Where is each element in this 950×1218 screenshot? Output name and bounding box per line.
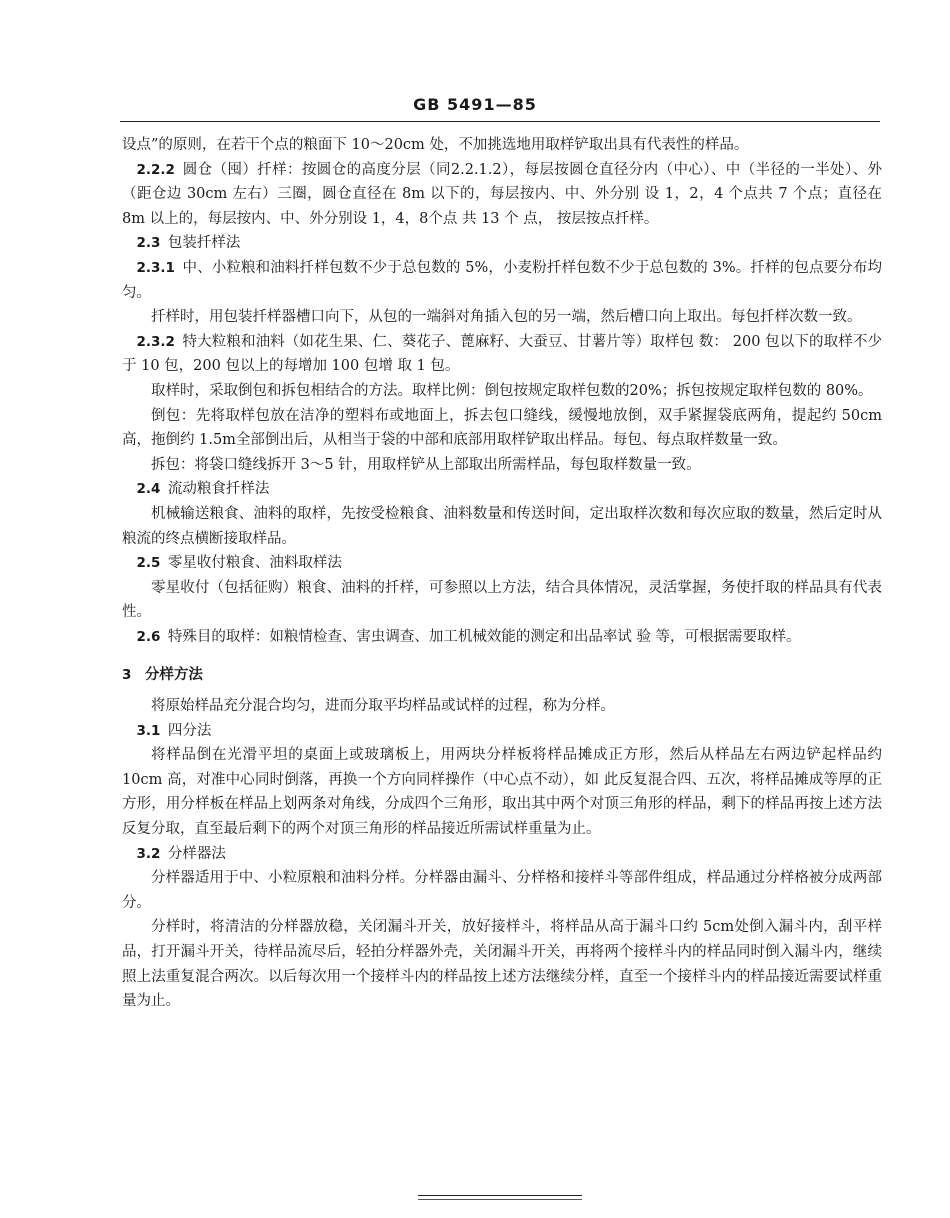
clause-2-3-1 (122, 256, 882, 305)
section-number: 2.5 (136, 555, 161, 572)
section-number: 2.3 (136, 235, 161, 252)
clause-number: 2.3.1 (136, 259, 175, 276)
clause-number: 2.6 (136, 628, 161, 645)
paragraph: 机械输送粮食、油料的取样，先按受检粮食、油料数量和传送时间，定出取样次数和每次应取的数量，然后定时从粮流的终点横断接取样品。 (122, 505, 882, 547)
paragraph: 分样时，将清洁的分样器放稳，关闭漏斗开关，放好接样斗，将样品从高于漏斗口约 5cm处倒入漏斗内，刮平样品，打开漏斗开关，待样品流尽后，轻拍分样器外壳，关闭漏斗开关，再将两个接样斗内的样品同时倒入漏斗内，继续照上法重复混合两次。以后每次用一个接样斗内的样品按上述方法继续分样，直至一个接样斗内的样品接近需要试样重量为止。 (122, 919, 882, 1010)
paragraph: 拆包：将袋口缝线拆开 3～5 针，用取样铲从上部取出所需样品，每包取样数量一致。 (151, 456, 701, 473)
paragraph: 扦样时，用包装扦样器槽口向下，从包的一端斜对角插入包的另一端，然后槽口向上取出。每包扦样次数一致。 (151, 309, 862, 326)
footer-rule (418, 1195, 582, 1196)
section-heading-2-5 (122, 551, 882, 576)
section-title: 零星收付粮食、油料取样法 (167, 555, 342, 572)
footer-rule-thin (418, 1199, 582, 1200)
clause-number: 2.2.2 (136, 161, 175, 178)
section-number: 3.1 (136, 722, 161, 739)
section-heading-3-2 (122, 842, 882, 867)
paragraph: 取样时，采取倒包和拆包相结合的方法。取样比例：倒包按规定取样包数的20%；拆包按规定取样包数的 80%。 (151, 382, 873, 399)
section-title: 四分法 (167, 722, 212, 739)
paragraph: 将样品倒在光滑平坦的桌面上或玻璃板上，用两块分样板将样品摊成正方形，然后从样品左右两边铲起样品约 10cm 高，对准中心同时倒落，再换一个方向同样操作（中心点不动），如 此反复混合四、五次，将样品摊成等厚的正方形，用分样板在样品上划两条对角线，分成四个三角形，取出其中两个对顶三角形的样品，剩下的样品再按上述方法反复分取，直至最后剩下的两个对顶三角形的样品接近所需试样重量为止。 (122, 747, 882, 838)
clause-text: 特大粒粮和油料（如花生果、仁、葵花子、蓖麻籽、大蚕豆、甘薯片等）取样包 数： 200 包以下的取样不少于 10 包，200 包以上的每增加 100 包增 取 1 包。 (122, 333, 882, 375)
paragraph: 分样器适用于中、小粒原粮和油料分样。分样器由漏斗、分样格和接样斗等部件组成，样品通过分样格被分成两部分。 (122, 870, 882, 911)
clause-2-3-2 (122, 330, 882, 379)
section-heading-3 (122, 663, 882, 688)
paragraph: 零星收付（包括征购）粮食、油料的扦样，可参照以上方法，结合具体情况，灵活掌握，务使扦取的样品具有代表性。 (122, 579, 882, 621)
section-number: 3.2 (136, 845, 161, 862)
section-number: 2.4 (136, 481, 161, 498)
section-title: 分样器法 (167, 845, 226, 862)
section-title: 流动粮食扦样法 (167, 481, 270, 498)
header-rule (120, 121, 880, 122)
clause-text: 圆仓（囤）扦样：按圆仓的高度分层（同2.2.1.2），每层按圆仓直径分内（中心）、中（半径的一半处）、外（距仓边 30cm 左右）三圈，圆仓直径在 8m 以下的，每层按内、中、外分别 设 1，2，4 个点共 7 个点；直径在 8m 以上的，每层按内、中、外分别设 1，4，8个点 共 13 个 点， 按层按点扦样。 (122, 161, 882, 227)
clause-2-6 (122, 625, 882, 650)
clause-2-2-2 (122, 158, 882, 232)
section-number: 3 (122, 667, 132, 684)
section-title: 分样方法 (144, 666, 203, 684)
clause-text: 中、小粒粮和油料扦样包数不少于总包数的 5%，小麦粉扦样包数不少于总包数的 3%。扦样的包点要分布均匀。 (122, 259, 882, 301)
standard-code-header: GB 5491—85 (413, 95, 537, 114)
paragraph-continuation: 设点”的原则，在若干个点的粮面下 10～20cm 处，不加挑选地用取样铲取出具有代表性的样品。 (122, 137, 749, 153)
section-heading-3-1 (122, 719, 882, 744)
section-title: 包装扦样法 (167, 235, 241, 252)
paragraph: 倒包：先将取样包放在洁净的塑料布或地面上，拆去包口缝线，缓慢地放倒，双手紧握袋底两角，提起约 50cm高，拖倒约 1.5m全部倒出后，从相当于袋的中部和底部用取样铲取出样品。每包、每点取样数量一致。 (122, 407, 882, 449)
paragraph: 将原始样品充分混合均匀，进而分取平均样品或试样的过程，称为分样。 (151, 698, 615, 715)
clause-number: 2.3.2 (136, 333, 175, 350)
clause-text: 特殊目的取样：如粮情检查、害虫调查、加工机械效能的测定和出品率试 验 等，可根据需要取样。 (167, 628, 801, 645)
document-body (122, 133, 882, 1014)
section-heading-2-3 (122, 231, 882, 256)
section-heading-2-4 (122, 477, 882, 502)
